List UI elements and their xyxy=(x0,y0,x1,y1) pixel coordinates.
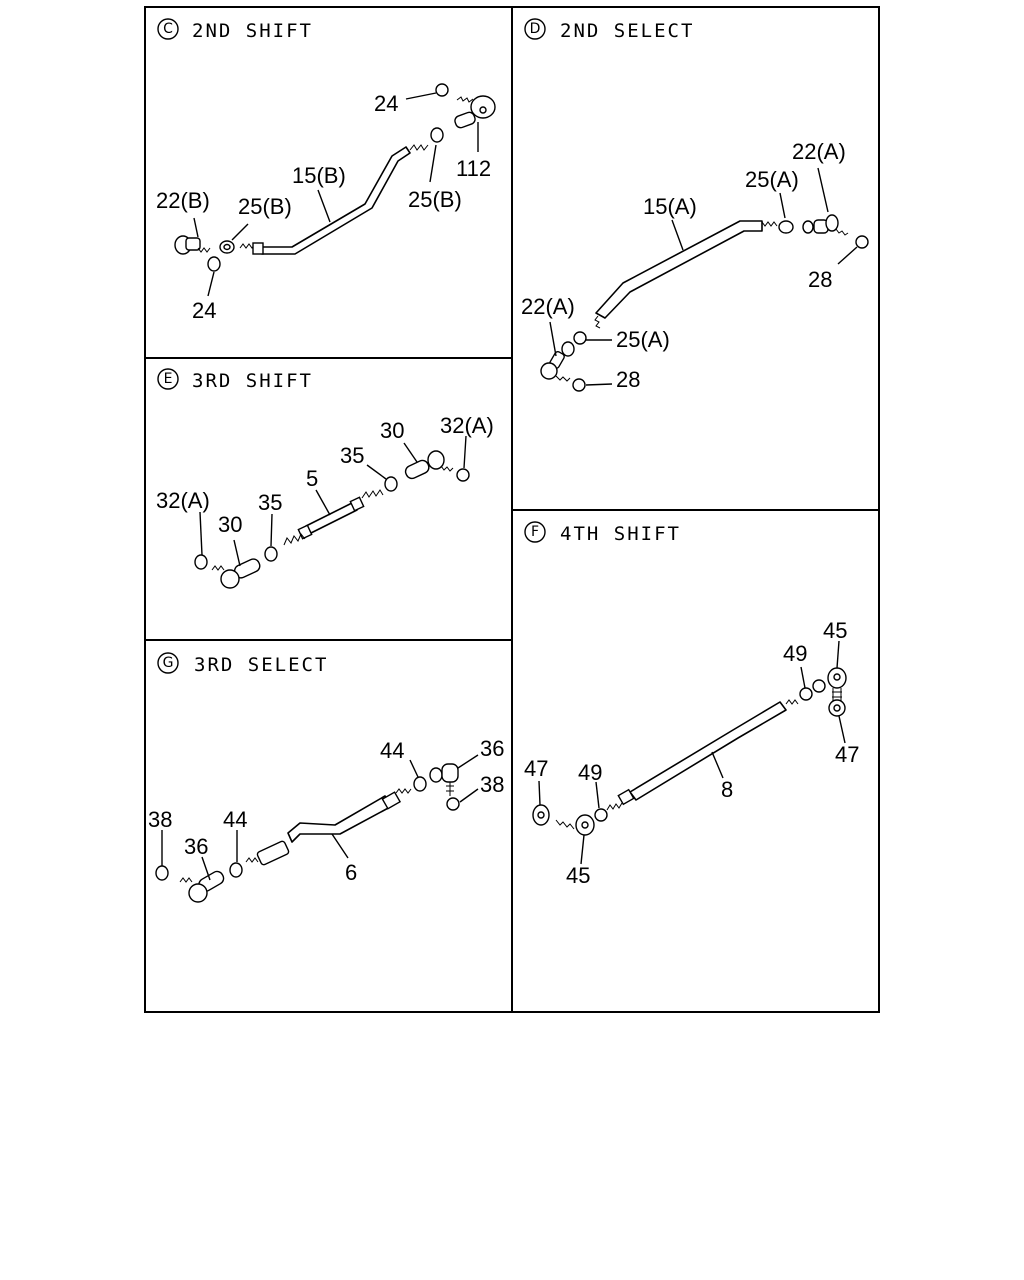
label-38-left: 38 xyxy=(148,807,173,832)
panel-f-4th-shift xyxy=(524,522,859,888)
label-30-right: 30 xyxy=(380,418,405,443)
select-rod-6 xyxy=(288,796,392,842)
panel-title-f: 4TH SHIFT xyxy=(560,523,681,545)
joint-22a-right xyxy=(803,215,848,235)
label-45-right: 45 xyxy=(823,618,848,643)
label-35-right: 35 xyxy=(340,443,365,468)
nut-28-left xyxy=(573,379,585,391)
joint-22a-left xyxy=(541,342,574,381)
label-15b: 15(B) xyxy=(292,163,346,188)
panel-letter-d: D xyxy=(529,21,541,37)
joint-30-right xyxy=(404,451,453,480)
label-6: 6 xyxy=(345,860,358,885)
joint-30-left xyxy=(212,557,262,588)
rod-end-threads-c-right xyxy=(410,145,428,150)
rod-end-threads-c-left xyxy=(240,243,263,254)
label-45-left: 45 xyxy=(566,863,591,888)
nut-38-left xyxy=(156,866,168,880)
joint-36-right xyxy=(430,764,458,796)
nut-44-left xyxy=(230,863,242,877)
panel-title-e: 3RD SHIFT xyxy=(192,370,313,392)
label-25b-left: 25(B) xyxy=(238,194,292,219)
nut-32a-right xyxy=(457,469,469,481)
panel-g-header xyxy=(158,653,328,676)
panel-title-g: 3RD SELECT xyxy=(194,654,329,676)
panel-e-header xyxy=(158,369,313,392)
label-32a-right: 32(A) xyxy=(440,413,494,438)
joint-112 xyxy=(454,96,495,129)
nut-25a-left xyxy=(574,332,586,344)
shift-rod-5 xyxy=(306,503,357,533)
panel-e-3rd-shift xyxy=(156,369,494,588)
label-36-right: 36 xyxy=(480,736,505,761)
nut-24-upper xyxy=(436,84,448,96)
label-24-lower: 24 xyxy=(192,298,217,323)
panel-d-header xyxy=(525,19,694,42)
label-8: 8 xyxy=(721,777,734,802)
nut-25b-left xyxy=(220,241,234,253)
nut-28-right xyxy=(856,236,868,248)
label-5: 5 xyxy=(306,466,319,491)
label-36-left: 36 xyxy=(184,834,209,859)
label-28-left: 28 xyxy=(616,367,641,392)
panel-c-2nd-shift xyxy=(156,19,495,323)
panel-letter-e: E xyxy=(163,371,173,387)
label-15a: 15(A) xyxy=(643,194,697,219)
nut-44-right xyxy=(414,777,426,791)
label-30-left: 30 xyxy=(218,512,243,537)
nut-25b-right xyxy=(431,128,443,142)
label-38-right: 38 xyxy=(480,772,505,797)
label-47-left: 47 xyxy=(524,756,549,781)
label-49-right: 49 xyxy=(783,641,808,666)
nut-35-left xyxy=(265,547,277,561)
nut-32a-left xyxy=(195,555,207,569)
panel-c-header xyxy=(158,19,313,42)
washer-49-left xyxy=(595,809,607,821)
label-25a-left: 25(A) xyxy=(616,327,670,352)
select-rod-15a xyxy=(596,221,762,318)
label-35-left: 35 xyxy=(258,490,283,515)
nut-47-left xyxy=(533,805,549,825)
label-22a-left: 22(A) xyxy=(521,294,575,319)
panel-g-3rd-select xyxy=(148,653,504,902)
panel-letter-f: F xyxy=(530,524,540,540)
nut-47-right xyxy=(829,700,845,716)
diagram-frame xyxy=(145,7,879,1012)
label-49-left: 49 xyxy=(578,760,603,785)
panel-letter-c: C xyxy=(163,21,173,37)
label-25b-right: 25(B) xyxy=(408,187,462,212)
panel-f-header xyxy=(525,522,681,545)
label-25a-right: 25(A) xyxy=(745,167,799,192)
nut-38-right xyxy=(447,798,459,810)
rod-end-threads-d xyxy=(595,222,777,328)
label-32a-left: 32(A) xyxy=(156,488,210,513)
joint-22b xyxy=(175,236,210,254)
joint-36-left xyxy=(180,869,226,902)
panel-d-2nd-select xyxy=(521,19,868,392)
label-47-right: 47 xyxy=(835,742,860,767)
nut-24-lower xyxy=(208,257,220,271)
label-24-upper: 24 xyxy=(374,91,399,116)
panel-letter-g: G xyxy=(162,655,174,671)
panel-title-c: 2ND SHIFT xyxy=(192,20,313,42)
panel-e-leaders xyxy=(200,436,466,566)
shift-rod-8 xyxy=(630,702,786,800)
label-22a-right: 22(A) xyxy=(792,139,846,164)
label-22b: 22(B) xyxy=(156,188,210,213)
label-28-right: 28 xyxy=(808,267,833,292)
nut-35-right xyxy=(385,477,397,491)
nut-25a-right xyxy=(779,221,793,233)
joint-45-left xyxy=(556,815,594,835)
joint-45-right xyxy=(828,668,846,702)
label-112: 112 xyxy=(456,156,492,181)
panel-title-d: 2ND SELECT xyxy=(560,20,695,42)
label-44-right: 44 xyxy=(380,738,405,763)
label-44-left: 44 xyxy=(223,807,248,832)
